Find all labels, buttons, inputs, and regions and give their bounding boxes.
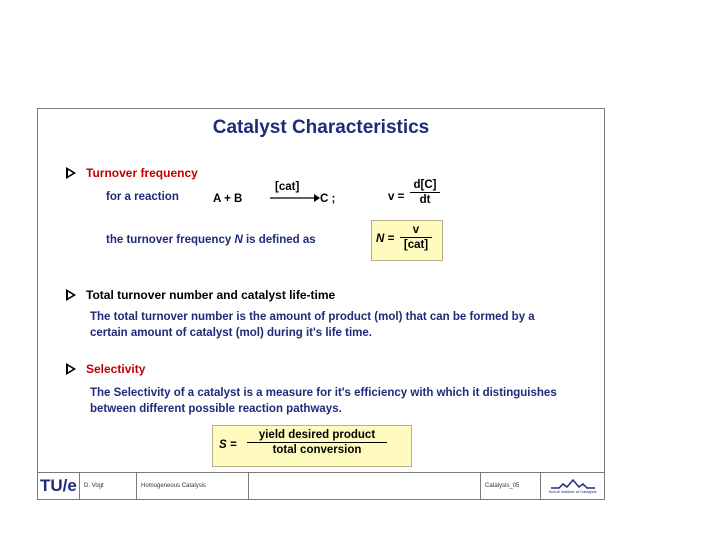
tof-formula-box — [371, 220, 443, 261]
school-logo — [541, 473, 604, 499]
school-name: Schuit Institute of Catalysis — [548, 488, 597, 494]
slide — [37, 108, 605, 500]
rate-lhs: v = — [388, 191, 405, 203]
product: C ; — [320, 193, 336, 205]
catalyst-label: [cat] — [275, 181, 300, 193]
tue-logo: TU/e — [38, 473, 80, 499]
bullet-selectivity — [66, 362, 145, 376]
tof-fraction — [400, 224, 432, 251]
arrow-bullet-icon — [66, 289, 76, 301]
section-heading: Turnover frequency — [86, 166, 198, 180]
footer-course: Homogeneous Catalysis — [137, 473, 249, 499]
footer-spacer — [249, 473, 481, 499]
footer-code: Catalysis_05 — [481, 473, 541, 499]
bullet-turnover-frequency — [66, 166, 198, 180]
reaction-arrow-icon — [270, 193, 320, 203]
rate-denominator: dt — [419, 194, 431, 206]
section-heading: Selectivity — [86, 362, 146, 376]
arrow-bullet-icon — [66, 363, 76, 375]
rate-numerator: d[C] — [413, 179, 437, 191]
selectivity-numerator: yield desired product — [258, 429, 376, 441]
tof-symbol: N — [234, 234, 243, 246]
tof-text: the turnover frequency N is defined as — [106, 234, 316, 246]
arrow-bullet-icon — [66, 167, 76, 179]
total-turnover-text: The total turnover number is the amount of product (mol) that can be formed by a certain amount of catalyst (mol) during it's life time. — [90, 311, 535, 339]
bullet-total-turnover — [66, 288, 335, 302]
selectivity-formula-box — [212, 425, 412, 467]
footer-author: D. Vogt — [80, 473, 137, 499]
school-logo-icon — [551, 479, 595, 489]
tof-lhs: N = — [376, 233, 395, 245]
tof-denominator: [cat] — [403, 239, 429, 251]
tof-numerator: v — [412, 224, 420, 236]
selectivity-lhs: S = — [219, 439, 237, 451]
reactants: A + B — [213, 193, 243, 205]
reaction-prefix: for a reaction — [106, 191, 179, 203]
rate-fraction — [410, 179, 440, 206]
section-heading: Total turnover number and catalyst life-time — [86, 288, 336, 302]
slide-title: Catalyst Characteristics — [212, 117, 430, 138]
selectivity-text: The Selectivity of a catalyst is a measure for it's efficiency with which it distinguishes between different possible reaction pathways. — [90, 387, 557, 415]
selectivity-denominator: total conversion — [272, 444, 362, 456]
selectivity-fraction — [247, 429, 387, 456]
footer — [38, 472, 604, 499]
